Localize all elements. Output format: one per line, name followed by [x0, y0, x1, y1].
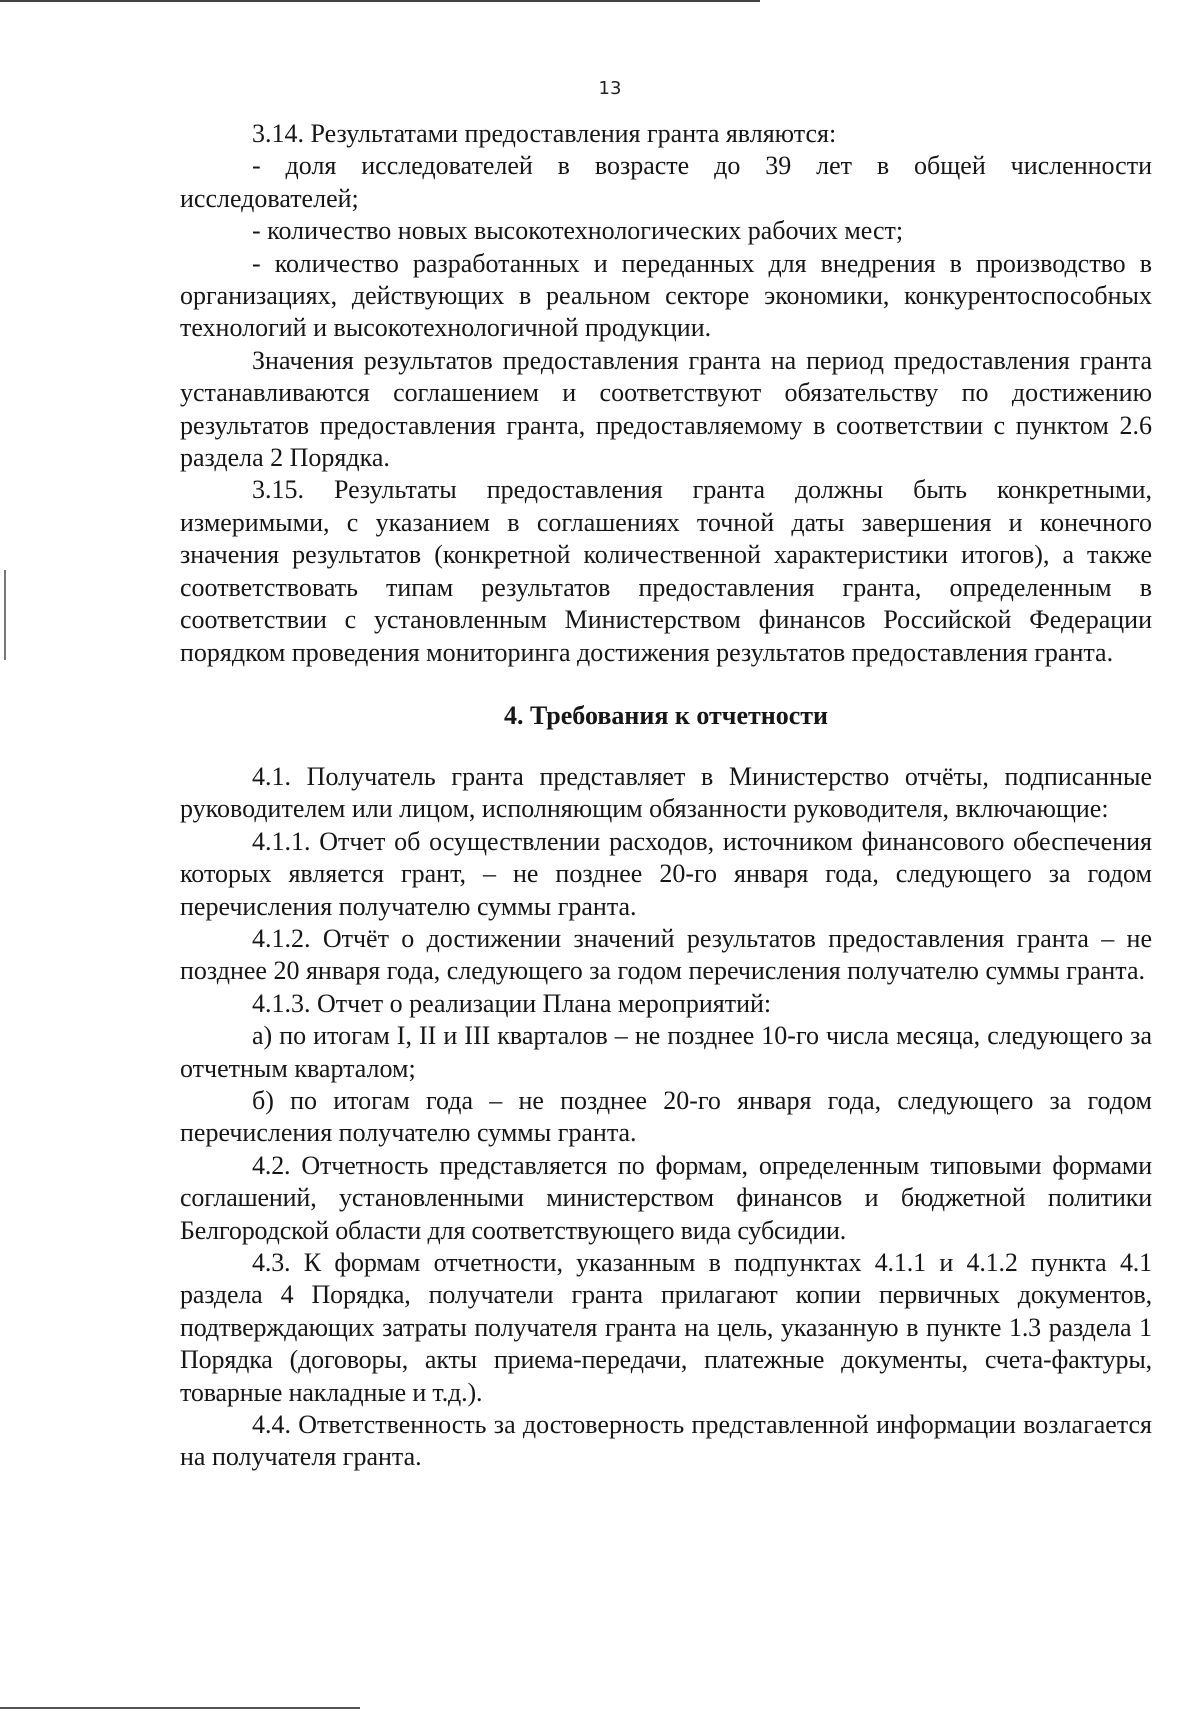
- paragraph-4-1-3-b: б) по итогам года – не позднее 20-го января года, следующего за годом перечисления получателю суммы гранта.: [180, 1085, 1152, 1148]
- paragraph-4-1: 4.1. Получатель гранта представляет в Министерство отчёты, подписанные руководителем или лицом, исполняющим обязанности руководителя, включающие:: [180, 761, 1152, 824]
- paragraph-4-4: 4.4. Ответственность за достоверность представленной информации возлагается на получателя гранта.: [180, 1410, 1152, 1472]
- paragraph-result-values: Значения результатов предоставления гранта на период предоставления гранта устанавливаются соглашением и соответствуют обязательству по достижению результатов предоставления гранта, предоставляемому в соответствии с пунктом 2.6 раздела 2 Порядка.: [180, 345, 1152, 473]
- paragraph-3-14: 3.14. Результатами предоставления гранта являются:: [252, 119, 837, 148]
- page-number: 13: [598, 78, 622, 99]
- paragraph-4-1-3-a: а) по итогам I, II и III кварталов – не позднее 10-го числа месяца, следующего за отчетным кварталом;: [180, 1021, 1152, 1083]
- scan-edge-left: [4, 570, 6, 660]
- paragraph-4-1-3: 4.1.3. Отчет о реализации Плана мероприятий:: [252, 988, 772, 1018]
- paragraph-3-15: 3.15. Результаты предоставления гранта должны быть конкретными, измеримыми, с указанием в соглашениях точной даты завершения и конечного значения результатов (конкретной количественной характеристики итогов), а также соответствовать типам результатов предоставления гранта, определенным в соответствии с установленным Министерством финансов Российской Федерации порядком проведения мониторинга достижения результатов предоставления гранта.: [180, 475, 1152, 667]
- paragraph-result-new-jobs: - количество новых высокотехнологических рабочих мест;: [252, 216, 904, 246]
- scan-edge-top: [0, 0, 760, 2]
- paragraph-4-3: 4.3. К формам отчетности, указанным в подпунктах 4.1.1 и 4.1.2 пункта 4.1 раздела 4 Порядка, получатели гранта прилагают копии первичных документов, подтверждающих затраты получателя гранта на цель, указанную в пункте 1.3 раздела 1 Порядка (договоры, акты приема-передачи, платежные документы, счета-фактуры, товарные накладные и т.д.).: [180, 1248, 1152, 1407]
- paragraph-result-technologies: - количество разработанных и переданных для внедрения в производство в организациях, действующих в реальном секторе экономики, конкурентоспособных технологий и высокотехнологичной продукции.: [180, 248, 1152, 343]
- section-heading: 4. Требования к отчетности: [503, 700, 829, 730]
- paragraph-4-2: 4.2. Отчетность представляется по формам, определенным типовыми формами соглашений, установленными министерством финансов и бюджетной политики Белгородской области для соответствующего вида субсидии.: [180, 1150, 1152, 1245]
- scan-edge-bottom: [0, 1707, 360, 1709]
- paragraph-result-researchers-share: - доля исследователей в возрасте до 39 лет в общей численности исследователей;: [180, 151, 1152, 213]
- document-body: [180, 118, 1152, 1474]
- paragraph-4-1-2: 4.1.2. Отчёт о достижении значений результатов предоставления гранта – не позднее 20 января года, следующего за годом перечисления получателю суммы гранта.: [180, 923, 1152, 986]
- paragraph-4-1-1: 4.1.1. Отчет об осуществлении расходов, источником финансового обеспечения которых является грант, – не позднее 20-го января года, следующего за годом перечисления получателю суммы гранта.: [180, 826, 1152, 921]
